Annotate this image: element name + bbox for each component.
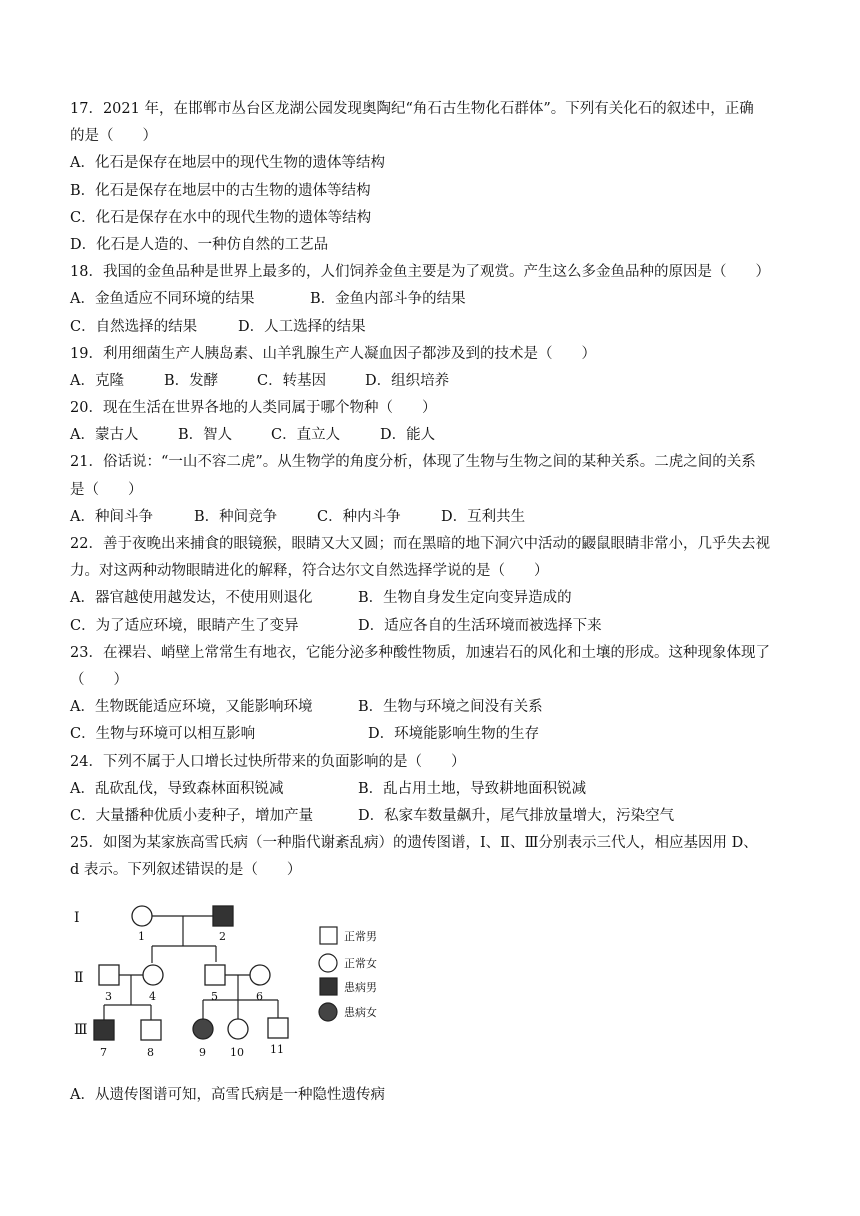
option-d: D．能人	[380, 427, 436, 444]
legend-normal-male-symbol	[320, 927, 337, 944]
question-17-option-d: D．化石是人造的、一种仿自然的工艺品	[70, 236, 329, 253]
legend-affected-male-symbol	[320, 978, 337, 995]
individual-5-normal-male	[205, 965, 225, 985]
generation-label-3: Ⅲ	[74, 1022, 88, 1038]
option-c: C．大量播种优质小麦种子，增加产量	[70, 807, 314, 824]
question-25-stem-line-1: 25．如图为某家族高雪氏病（一种脂代谢紊乱病）的遗传图谱，Ⅰ、Ⅱ、Ⅲ分别表示三代人，相应基因用 D、	[70, 835, 758, 852]
question-18-options-row-1	[70, 286, 795, 313]
generation-label-1: Ⅰ	[74, 910, 80, 926]
option-a: A．乱砍乱伐，导致森林面积锐减	[70, 780, 284, 797]
question-list	[70, 96, 795, 884]
individual-6-normal-female	[250, 965, 270, 985]
generation-label-2: Ⅱ	[74, 970, 84, 986]
question-24-options-row-1	[70, 776, 795, 803]
individual-label-3: 3	[105, 990, 112, 1003]
option-a: A．器官越使用越发达，不使用则退化	[70, 590, 313, 607]
legend-normal-male: 正常男	[344, 930, 377, 943]
question-17-stem-line-2: 的是（ ）	[70, 128, 157, 145]
individual-label-8: 8	[147, 1046, 154, 1059]
question-19-options-row	[70, 368, 795, 395]
question-20-options-row	[70, 422, 795, 449]
legend-normal-female-symbol	[319, 954, 337, 972]
option-a: A．克隆	[70, 372, 124, 389]
individual-1-normal-female	[132, 906, 152, 926]
question-23-options-row-1	[70, 694, 795, 721]
option-c: C．生物与环境可以相互影响	[70, 726, 256, 743]
question-17-option-a: A．化石是保存在地层中的现代生物的遗体等结构	[70, 155, 385, 172]
option-c: C．自然选择的结果	[70, 318, 198, 335]
individual-9-affected-female	[193, 1019, 213, 1039]
individual-4-normal-female	[143, 965, 163, 985]
option-c: C．转基因	[257, 372, 327, 389]
option-b: B．发酵	[164, 372, 219, 389]
individual-label-2: 2	[219, 930, 226, 943]
individual-label-7: 7	[100, 1046, 107, 1059]
individual-label-4: 4	[149, 990, 156, 1003]
option-b: B．生物与环境之间没有关系	[358, 699, 543, 716]
option-c: C．直立人	[271, 427, 341, 444]
option-a: A．蒙古人	[70, 427, 139, 444]
individual-label-11: 11	[270, 1043, 284, 1056]
question-23-stem-line-1: 23．在裸岩、峭壁上常常生有地衣，它能分泌多种酸性物质，加速岩石的风化和土壤的形成。这种现象体现了	[70, 644, 770, 661]
question-22-options-row-1	[70, 585, 795, 612]
option-a: A．生物既能适应环境，又能影响环境	[70, 699, 313, 716]
question-23-stem-line-2: （ ）	[70, 671, 128, 688]
question-24-options-row-2	[70, 803, 795, 830]
question-21-options-row	[70, 504, 795, 531]
question-24-stem: 24．下列不属于人口增长过快所带来的负面影响的是（ ）	[70, 753, 466, 770]
option-d: D．人工选择的结果	[238, 318, 366, 335]
legend-affected-female: 患病女	[344, 1006, 377, 1019]
question-18-stem: 18．我国的金鱼品种是世界上最多的，人们饲养金鱼主要是为了观赏。产生这么多金鱼品种的原因是（ ）	[70, 264, 770, 281]
question-23-options-row-2	[70, 721, 795, 748]
option-d: D．适应各自的生活环境而被选择下来	[358, 617, 602, 634]
question-22-options-row-2	[70, 613, 795, 640]
question-21-stem-line-1: 21．俗话说：“一山不容二虎”。从生物学的角度分析，体现了生物与生物之间的某种关系。二虎之间的关系	[70, 454, 756, 471]
option-b: B．乱占用土地，导致耕地面积锐减	[358, 780, 587, 797]
option-c: C．种内斗争	[317, 508, 401, 525]
option-d: D．私家车数量飙升，尾气排放量增大，污染空气	[358, 807, 675, 824]
question-17-stem-line-1: 17．2021 年，在邯郸市丛台区龙湖公园发现奥陶纪“角石古生物化石群体”。下列有关化石的叙述中，正确	[70, 101, 754, 117]
pedigree-chart	[70, 890, 400, 1065]
question-21-stem-line-2: 是（ ）	[70, 481, 143, 498]
option-d: D．环境能影响生物的生存	[368, 726, 540, 743]
legend-affected-male: 患病男	[344, 981, 377, 994]
question-25-option-a: A．从遗传图谱可知，高雪氏病是一种隐性遗传病	[70, 1087, 385, 1103]
pedigree-svg	[70, 890, 400, 1065]
individual-10-normal-female	[228, 1019, 248, 1039]
option-b: B．种间竞争	[194, 508, 278, 525]
option-b: B．生物自身发生定向变异造成的	[358, 590, 572, 607]
individual-2-affected-male	[213, 906, 233, 926]
question-17-option-b: B．化石是保存在地层中的古生物的遗体等结构	[70, 182, 371, 199]
question-20-stem: 20．现在生活在世界各地的人类同属于哪个物种（ ）	[70, 400, 437, 417]
option-b: B．金鱼内部斗争的结果	[310, 291, 466, 308]
individual-label-5: 5	[211, 990, 218, 1003]
individual-label-6: 6	[256, 990, 263, 1003]
question-17-option-c: C．化石是保存在水中的现代生物的遗体等结构	[70, 209, 372, 226]
option-d: D．互利共生	[441, 508, 526, 525]
question-22-stem-line-2: 力。对这两种动物眼睛进化的解释，符合达尔文自然选择学说的是（ ）	[70, 563, 549, 580]
individual-label-10: 10	[230, 1046, 244, 1059]
option-d: D．组织培养	[365, 372, 450, 389]
legend-affected-female-symbol	[319, 1003, 337, 1021]
individual-label-1: 1	[138, 930, 145, 943]
question-18-options-row-2	[70, 314, 795, 341]
individual-8-normal-male	[141, 1020, 161, 1040]
question-25-stem-line-2: d 表示。下列叙述错误的是（ ）	[70, 862, 302, 879]
option-a: A．种间斗争	[70, 508, 153, 525]
option-b: B．智人	[178, 427, 233, 444]
question-22-stem-line-1: 22．善于夜晚出来捕食的眼镜猴，眼睛又大又圆；而在黑暗的地下洞穴中活动的鼹鼠眼睛非常小，几乎失去视	[70, 536, 770, 552]
individual-3-normal-male	[99, 965, 119, 985]
individual-label-9: 9	[199, 1046, 206, 1059]
option-a: A．金鱼适应不同环境的结果	[70, 291, 255, 308]
question-19-stem: 19．利用细菌生产人胰岛素、山羊乳腺生产人凝血因子都涉及到的技术是（ ）	[70, 345, 596, 362]
individual-7-affected-male	[94, 1020, 114, 1040]
individual-11-normal-male	[268, 1018, 288, 1038]
option-c: C．为了适应环境，眼睛产生了变异	[70, 617, 299, 634]
legend-normal-female: 正常女	[344, 957, 377, 970]
